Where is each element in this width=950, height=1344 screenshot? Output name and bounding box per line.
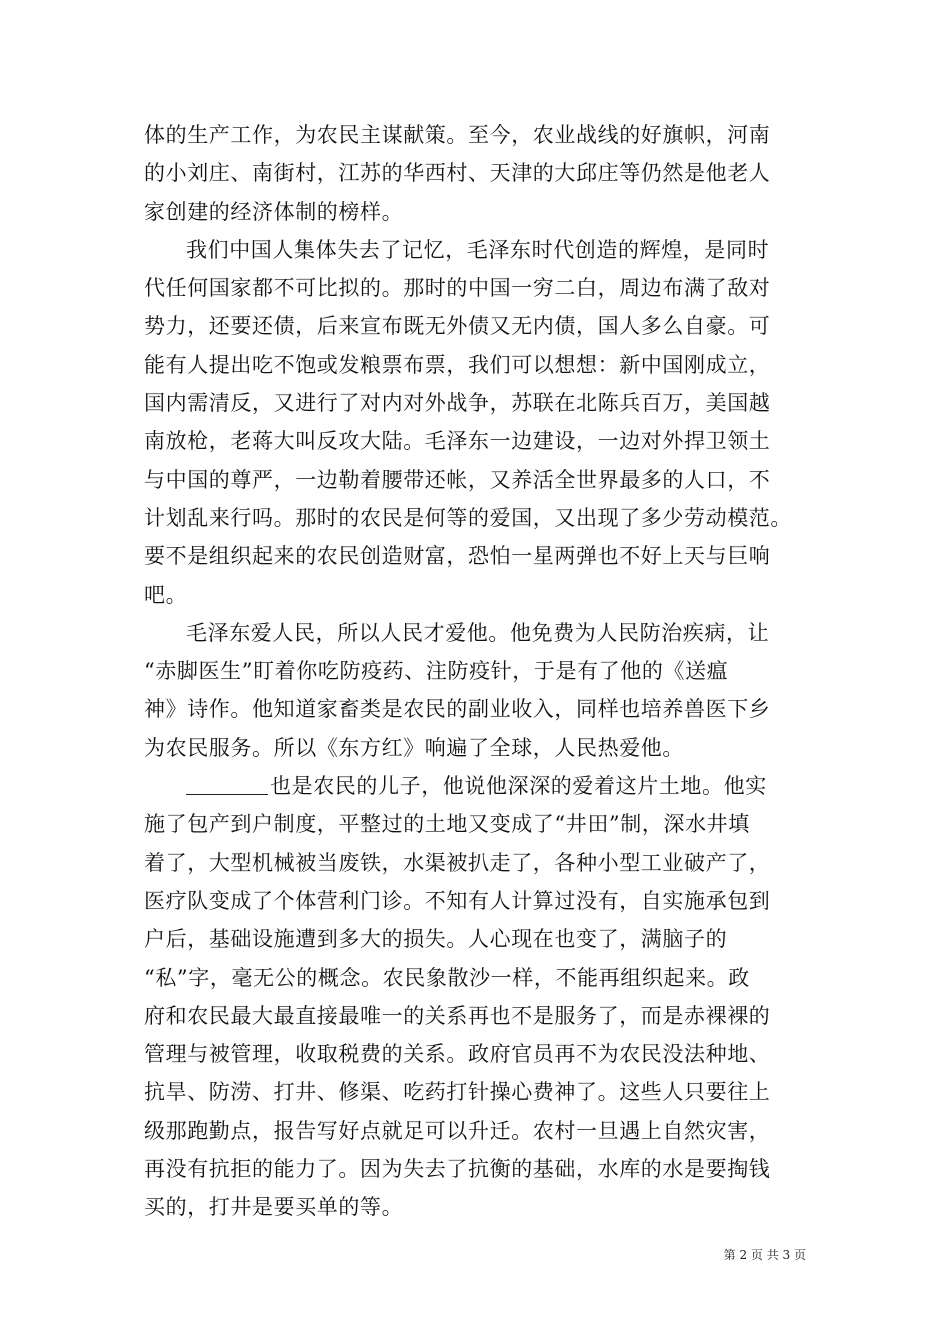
text-line: 毛泽东爱人民，所以人民才爱他。他免费为人民防治疾病，让 — [186, 620, 770, 645]
text-line: 国内需清反，又进行了对内对外战争，苏联在北陈兵百万，美国越 — [144, 391, 771, 416]
text-line: 府和农民最大最直接最唯一的关系再也不是服务了，而是赤裸裸的 — [144, 1003, 771, 1028]
text-line: 再没有抗拒的能力了。因为失去了抗衡的基础，水库的水是要掏钱 — [144, 1157, 771, 1182]
paragraph-4 — [144, 767, 814, 1227]
text-line: 管理与被管理，收取税费的关系。政府官员再不为农民没法种地、 — [144, 1042, 771, 1067]
text-line: 南放枪，老蒋大叫反攻大陆。毛泽东一边建设，一边对外捍卫领土 — [144, 429, 771, 454]
text-line: 要不是组织起来的农民创造财富，恐怕一星两弹也不好上天与巨响 — [144, 544, 771, 569]
text-line: 代任何国家都不可比拟的。那时的中国一穷二白，周边布满了敌对 — [144, 276, 771, 301]
text-line: 着了，大型机械被当废铁，水渠被扒走了，各种小型工业破产了， — [144, 850, 771, 875]
text-line: “赤脚医生”盯着你吃防疫药、注防疫针，于是有了他的《送瘟 — [144, 659, 729, 684]
text-line: 的小刘庄、南街村，江苏的华西村、天津的大邱庄等仍然是他老人 — [144, 161, 771, 186]
text-line: 医疗队变成了个体营利门诊。不知有人计算过没有，自实施承包到 — [144, 888, 771, 913]
fill-in-blank — [186, 772, 268, 795]
text-line: 为农民服务。所以《东方红》响遍了全球，人民热爱他。 — [144, 735, 684, 760]
text-line: “私”字，毫无公的概念。农民象散沙一样，不能再组织起来。政 — [144, 965, 750, 990]
text-line: 势力，还要还债，后来宣布既无外债又无内债，国人多么自豪。可 — [144, 314, 771, 339]
text-line: 也是农民的儿子，他说他深深的爱着这片土地。他实 — [270, 774, 767, 799]
paragraph-2 — [144, 231, 814, 614]
text-line: 与中国的尊严，一边勒着腰带还帐，又养活全世界最多的人口，不 — [144, 467, 771, 492]
text-line: 我们中国人集体失去了记忆，毛泽东时代创造的辉煌，是同时 — [186, 237, 770, 262]
paragraph-3 — [144, 614, 814, 767]
paragraph-1 — [144, 116, 814, 231]
text-line: 家创建的经济体制的榜样。 — [144, 199, 404, 224]
text-line: 级那跑勤点，报告写好点就足可以升迁。农村一旦遇上自然灾害， — [144, 1118, 771, 1143]
document-body — [144, 116, 814, 1227]
text-line: 体的生产工作，为农民主谋献策。至今，农业战线的好旗帜，河南 — [144, 123, 771, 147]
text-line: 神》诗作。他知道家畜类是农民的副业收入，同样也培养兽医下乡 — [144, 697, 771, 722]
text-line-with-blank — [144, 767, 814, 805]
text-line: 户后，基础设施遭到多大的损失。人心现在也变了，满脑子的 — [144, 927, 728, 952]
text-line: 买的，打井是要买单的等。 — [144, 1195, 404, 1220]
text-line: 施了包产到户制度，平整过的土地又变成了“井田”制，深水井填 — [144, 812, 750, 837]
text-line: 抗旱、防涝、打井、修渠、吃药打针操心费神了。这些人只要往上 — [144, 1080, 771, 1105]
page-number: 第 2 页 共 3 页 — [723, 1248, 806, 1262]
text-line: 能有人提出吃不饱或发粮票布票，我们可以想想：新中国刚成立， — [144, 352, 771, 377]
text-line: 计划乱来行吗。那时的农民是何等的爱国，又出现了多少劳动模范。 — [144, 505, 792, 530]
text-line: 吧。 — [144, 582, 188, 607]
